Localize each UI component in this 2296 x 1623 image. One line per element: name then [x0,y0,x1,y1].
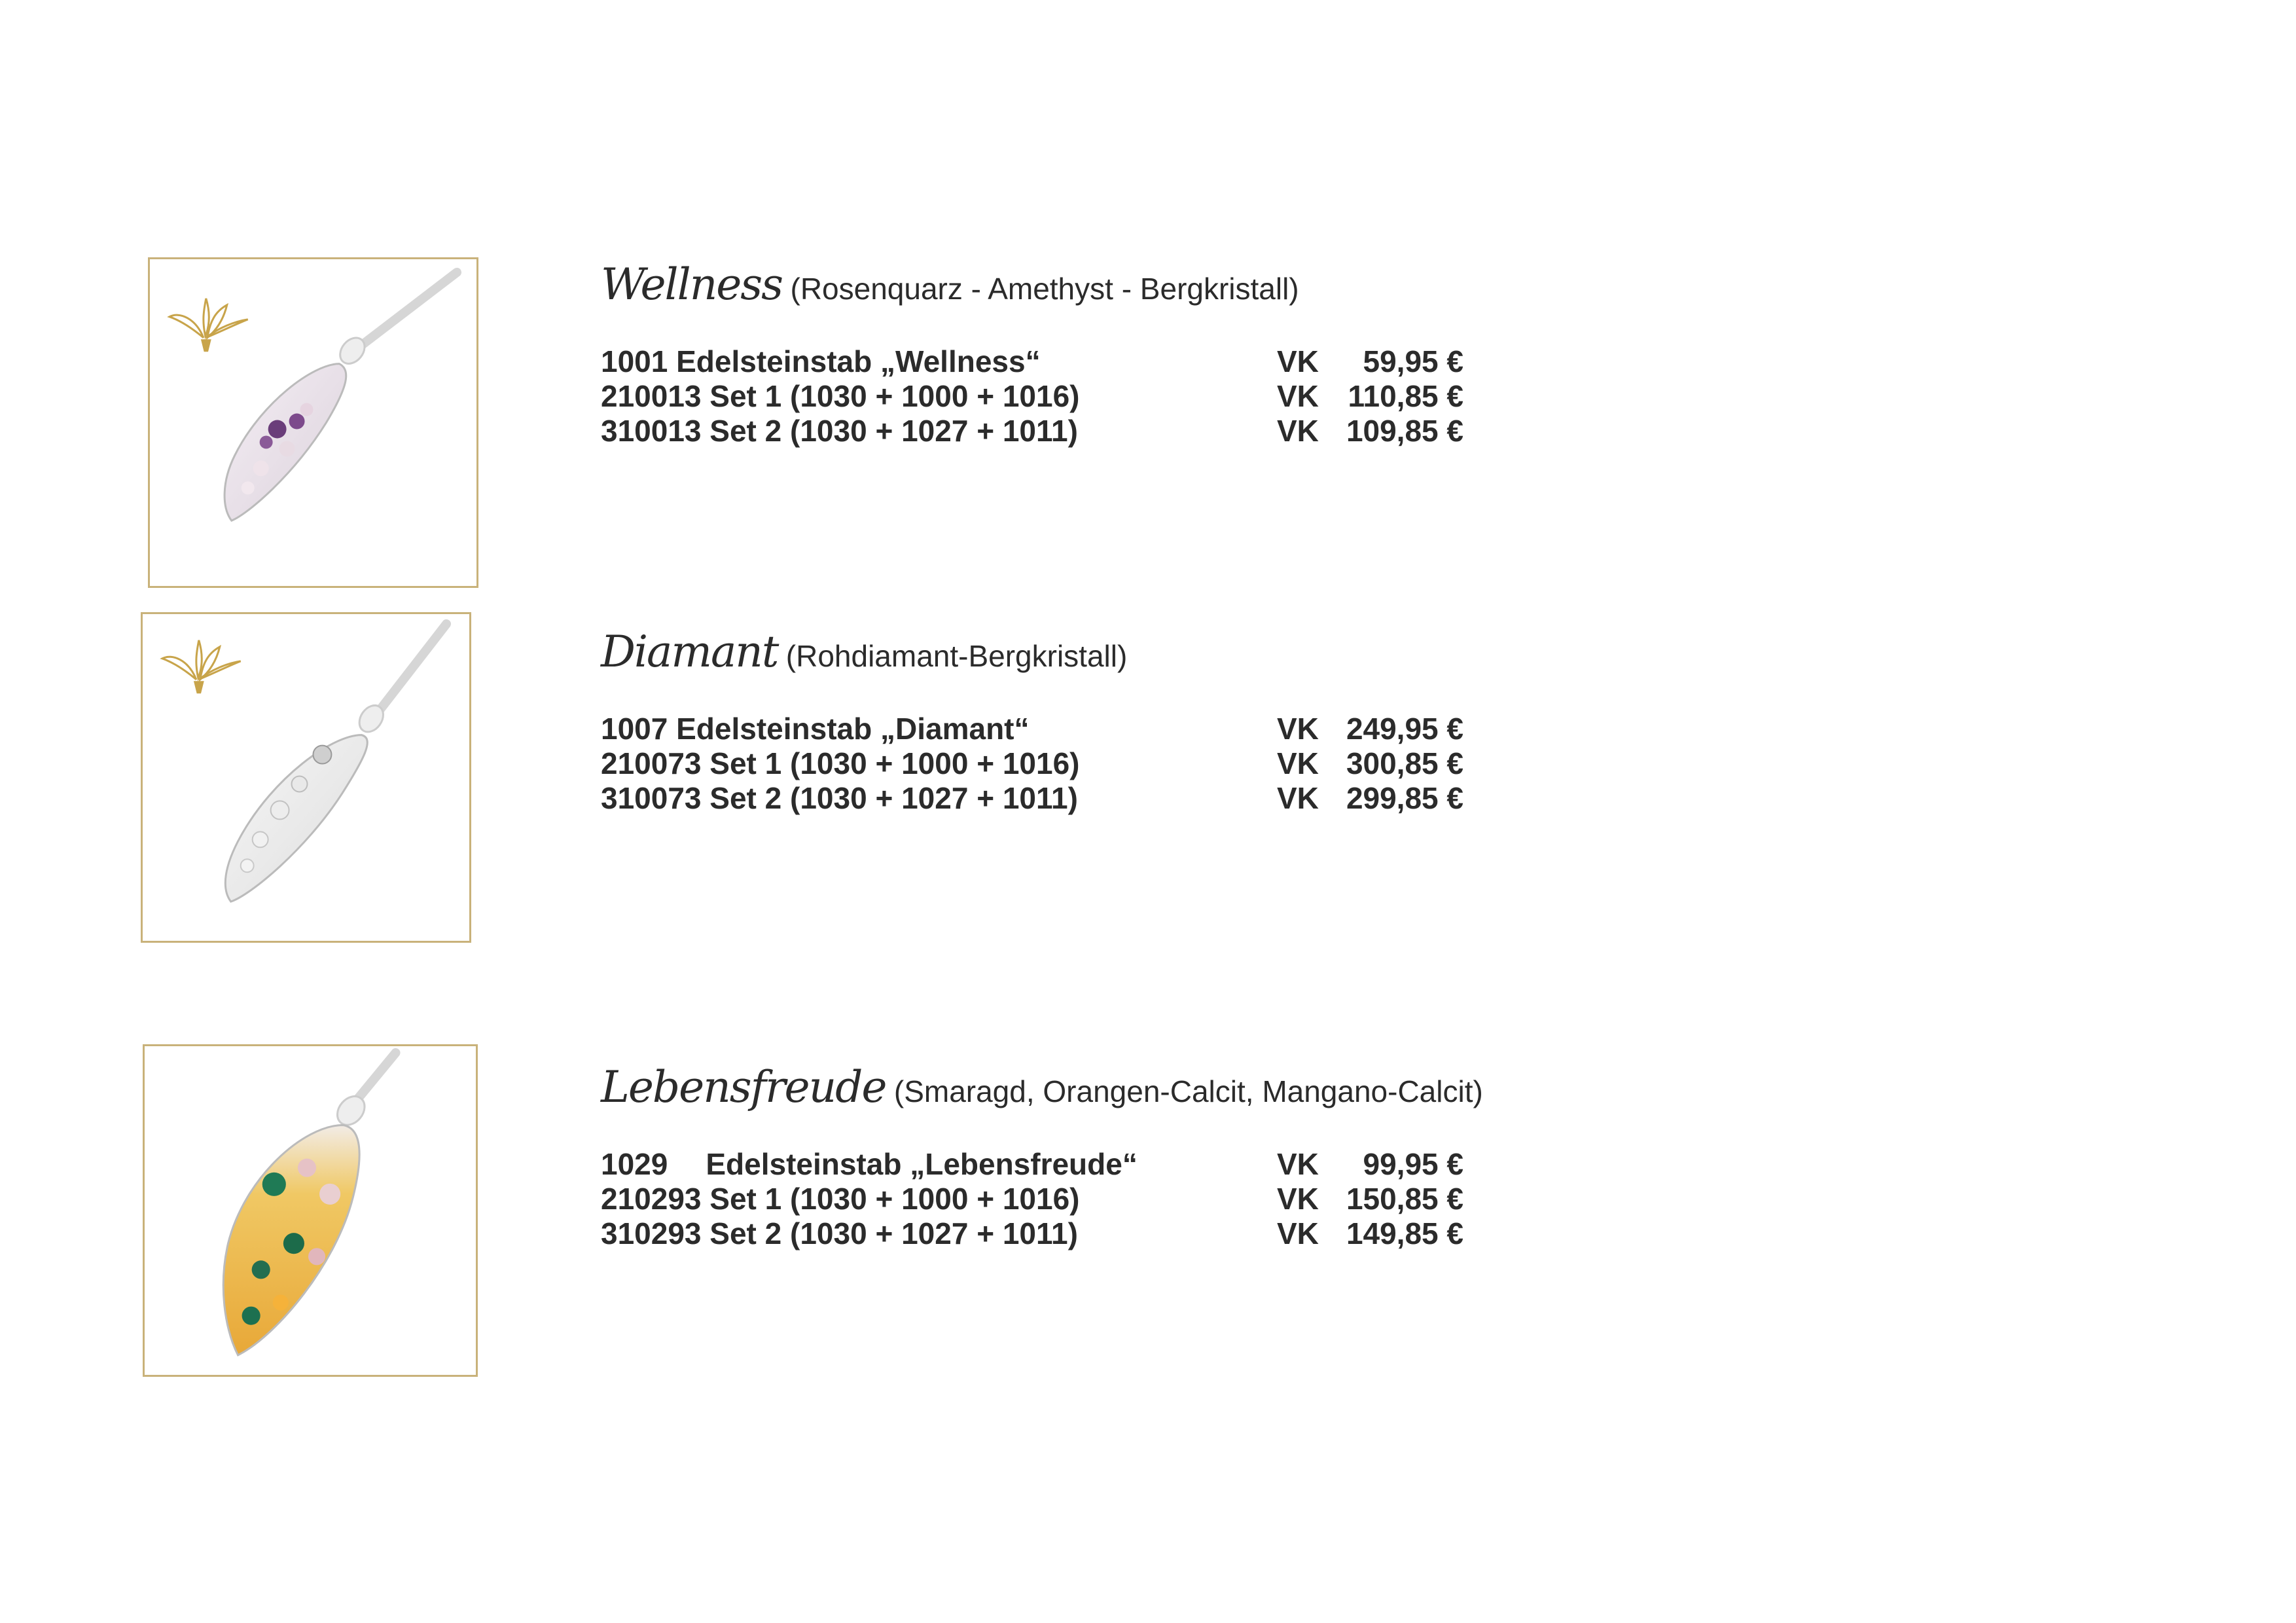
row-price: VK 109,85 € [1277,414,1463,448]
row-description: 210013 Set 1 (1030 + 1000 + 1016) [601,379,1080,413]
product-image-diamant [141,612,471,943]
price-list [601,712,1517,816]
row-price: VK 110,85 € [1277,379,1463,413]
price-row [601,781,1517,816]
price-row [601,1216,1517,1251]
row-description: 210293 Set 1 (1030 + 1000 + 1016) [601,1182,1080,1216]
gemstone-vial-icon [145,1046,476,1375]
row-price: VK 99,95 € [1277,1147,1463,1181]
row-description: 1007 Edelsteinstab „Diamant“ [601,712,1030,746]
row-price: VK 150,85 € [1277,1182,1463,1216]
product-diamant [601,627,1517,816]
row-description: 1029 Edelsteinstab „Lebensfreude“ [601,1147,1138,1181]
price-list [601,344,1517,448]
price-row [601,414,1517,448]
row-description: 1001 Edelsteinstab „Wellness“ [601,344,1041,378]
price-row [601,379,1517,414]
row-price: VK 149,85 € [1277,1216,1463,1250]
product-name: Diamant [601,627,778,677]
row-description: 310073 Set 2 (1030 + 1027 + 1011) [601,781,1078,815]
row-price: VK 249,95 € [1277,712,1463,746]
row-price: VK 300,85 € [1277,746,1463,780]
product-heading [601,627,1517,677]
gemstone-vial-icon [150,259,476,586]
product-name: Wellness [601,259,783,310]
product-heading [601,259,1517,310]
row-description: 310293 Set 2 (1030 + 1027 + 1011) [601,1216,1078,1250]
row-description: 210073 Set 1 (1030 + 1000 + 1016) [601,746,1080,780]
price-row [601,344,1517,379]
row-price: VK 59,95 € [1277,344,1463,378]
product-wellness [601,259,1517,448]
row-description: 310013 Set 2 (1030 + 1027 + 1011) [601,414,1078,448]
product-heading [601,1062,1517,1112]
price-row [601,712,1517,746]
product-stones: (Smaragd, Orangen-Calcit, Mangano-Calcit) [893,1074,1483,1108]
lotus-logo-icon [170,299,248,351]
price-list [601,1147,1517,1251]
lotus-logo-icon [162,640,241,693]
product-image-wellness [148,257,478,588]
product-lebensfreude [601,1062,1517,1251]
product-stones: (Rosenquarz - Amethyst - Bergkristall) [790,272,1299,306]
row-price: VK 299,85 € [1277,781,1463,815]
price-row [601,1182,1517,1216]
product-stones: (Rohdiamant-Bergkristall) [785,639,1128,673]
product-name: Lebensfreude [601,1062,886,1112]
product-image-lebensfreude [143,1044,478,1377]
price-row [601,746,1517,781]
gemstone-vial-icon [143,614,469,941]
price-row [601,1147,1517,1182]
